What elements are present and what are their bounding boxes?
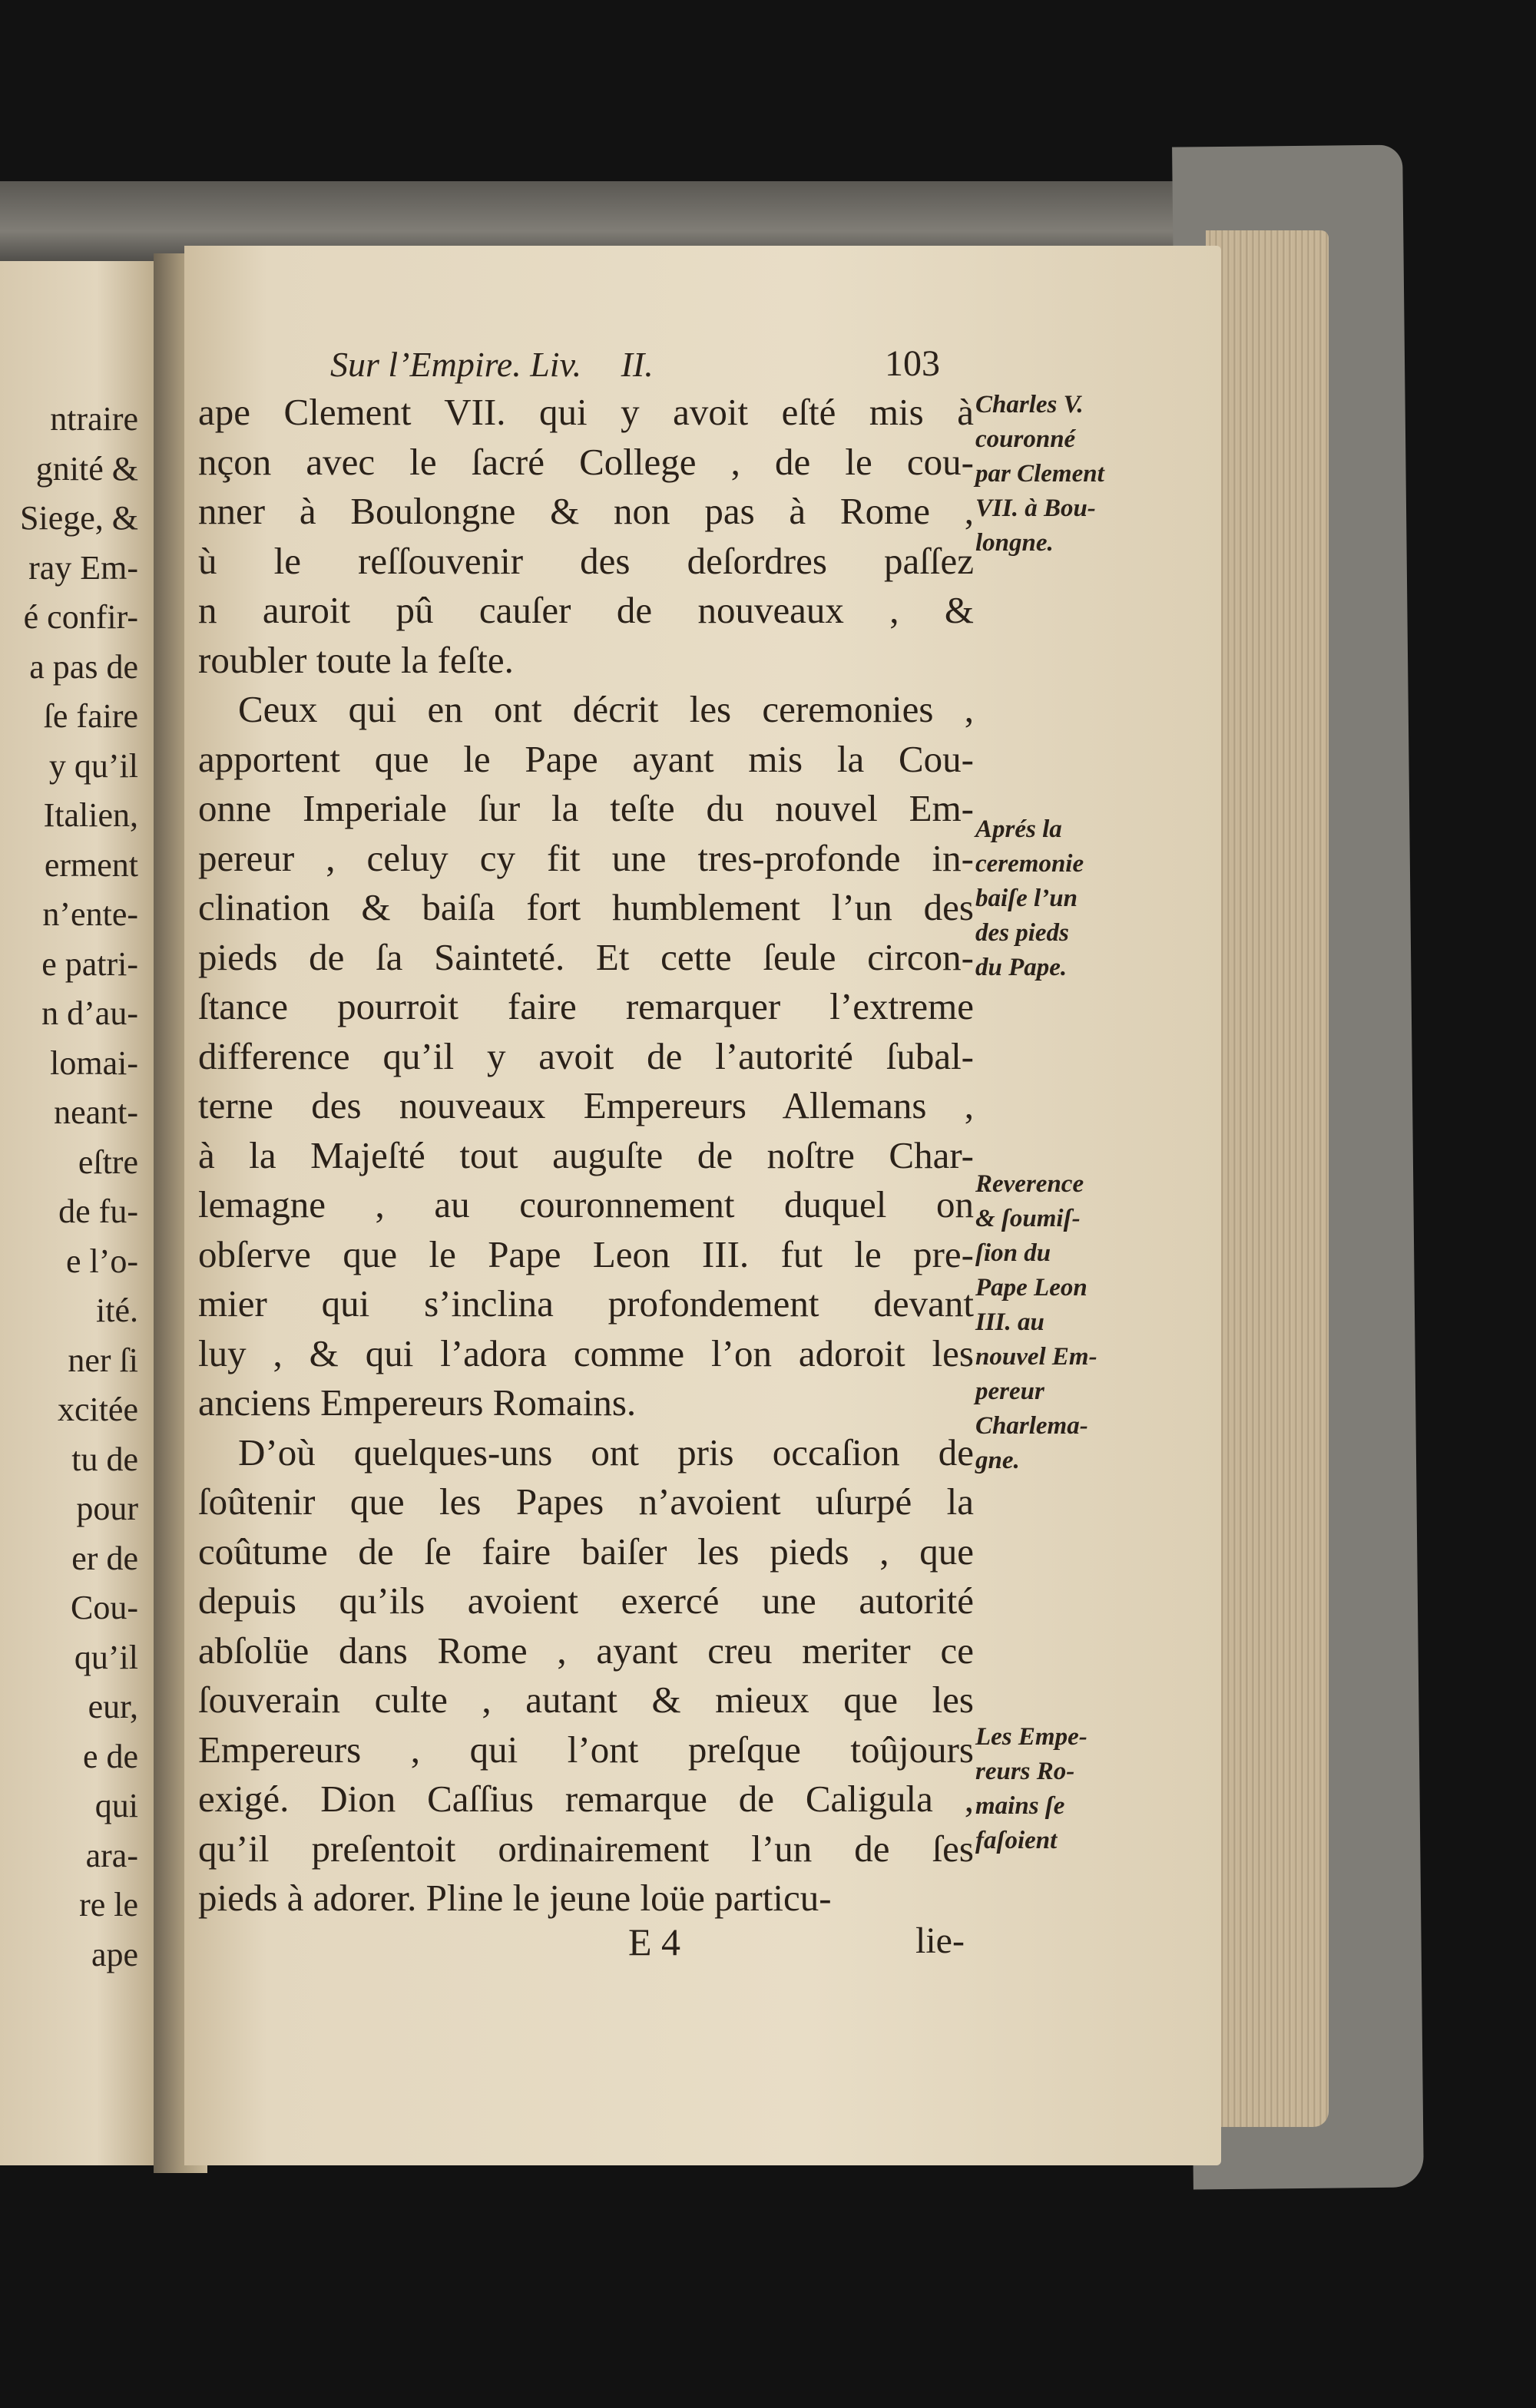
margin-note-line: mains ſe — [975, 1792, 1065, 1820]
margin-note-line: Charles V. — [975, 391, 1084, 418]
left-page-fragment: ité. — [96, 1292, 138, 1329]
left-page-fragment: ſe faire — [43, 697, 138, 735]
margin-note-line: Charlema- — [975, 1412, 1088, 1440]
left-page-fragment: Siege, & — [20, 499, 138, 537]
margin-note-1 — [975, 388, 1160, 561]
signature-mark: E 4 — [628, 1920, 681, 1963]
margin-note-line: couronné — [975, 425, 1076, 453]
text-line: ſtance pourroit faire remarquer l’extreme — [198, 985, 974, 1027]
margin-note-line: faſoient — [975, 1827, 1058, 1854]
text-line: qu’il preſentoit ordinairement l’un de ſes — [198, 1827, 974, 1870]
left-page-fragment: tu de — [71, 1440, 138, 1478]
text-line: nçon avec le ſacré College , de le cou- — [198, 440, 974, 483]
margin-note-line: du Pape. — [975, 954, 1068, 981]
text-line: abſolüe dans Rome , ayant creu meriter ce — [198, 1629, 974, 1672]
left-page-fragment: n’ente- — [42, 895, 138, 933]
margin-note-line: Les Empe- — [975, 1723, 1087, 1751]
running-head-title: Sur l’Empire. Liv. — [330, 345, 582, 384]
margin-note-line: pereur — [975, 1378, 1044, 1405]
text-line: apportent que le Pape ayant mis la Cou- — [198, 737, 974, 780]
text-line: depuis qu’ils avoient exercé une autorité — [198, 1579, 974, 1622]
left-page-fragment: xcitée — [57, 1391, 138, 1428]
margin-note-line: VII. à Bou- — [975, 495, 1096, 522]
left-page-fragment: e l’o- — [65, 1242, 138, 1280]
text-line: obſerve que le Pape Leon III. fut le pre- — [198, 1232, 974, 1275]
margin-note-line: longne. — [975, 529, 1054, 557]
text-line: n auroit pû cauſer de nouveaux , & — [198, 589, 974, 631]
left-page-fragment: er de — [71, 1539, 138, 1577]
left-page-fragment: é confir- — [23, 598, 138, 636]
running-head-chapter: II. — [621, 345, 654, 384]
text-line: ſoûtenir que les Papes n’avoient uſurpé la — [198, 1480, 974, 1523]
page-block-edge — [1206, 230, 1329, 2127]
text-line: luy , & qui l’adora comme l’on adoroit les — [198, 1331, 974, 1374]
left-page-fragment: lomai- — [50, 1044, 138, 1082]
left-page-fragment: Italien, — [43, 796, 138, 834]
margin-note-4 — [975, 1720, 1160, 1858]
left-page-fragment: Cou- — [71, 1589, 138, 1626]
catchword: lie- — [915, 1920, 965, 1961]
text-line: ape Clement VII. qui y avoit eſté mis à — [198, 391, 974, 433]
margin-note-line: reurs Ro- — [975, 1758, 1075, 1785]
text-line: exigé. Dion Caſſius remarque de Caligula , — [198, 1778, 974, 1820]
left-page-fragment: qui — [94, 1787, 138, 1824]
text-line: pereur , celuy cy fit une tres-profonde in- — [198, 836, 974, 879]
margin-note-line: Pape Leon — [975, 1274, 1087, 1302]
text-line: pieds à adorer. Pline le jeune loüe particu- — [198, 1877, 832, 1919]
margin-note-line: baiſe l’un — [975, 885, 1078, 912]
text-line: anciens Empereurs Romains. — [198, 1381, 637, 1424]
left-page-fragment: n d’au- — [41, 994, 138, 1032]
left-page-fragment: ape — [91, 1935, 138, 1973]
margin-note-line: par Clement — [975, 460, 1104, 488]
left-page — [0, 261, 161, 2165]
text-line: Ceux qui en ont décrit les ceremonies , — [238, 688, 974, 730]
left-page-fragment: y qu’il — [48, 746, 138, 785]
text-line: coûtume de ſe faire baiſer les pieds , que — [198, 1530, 974, 1573]
left-page-fragment: de fu- — [58, 1192, 138, 1230]
margin-note-line: des pieds — [975, 919, 1069, 947]
margin-note-line: & ſoumiſ- — [975, 1205, 1081, 1232]
left-page-fragment: erment — [44, 845, 138, 884]
text-line: roubler toute la feſte. — [198, 638, 514, 681]
left-page-fragment: e de — [82, 1737, 138, 1775]
margin-note-line: III. au — [975, 1308, 1044, 1336]
left-page-fragment: e patri- — [41, 944, 138, 983]
left-page-fragment: ntraire — [50, 400, 138, 438]
text-line: lemagne , au couronnement duquel on — [198, 1183, 974, 1226]
left-page-fragment: eſtre — [78, 1143, 138, 1181]
left-page-fragment: ara- — [85, 1836, 138, 1874]
margin-note-line: Reverence — [975, 1170, 1084, 1198]
body-text — [198, 388, 974, 1923]
text-line: pieds de ſa Sainteté. Et cette ſeule circon- — [198, 935, 974, 978]
margin-note-line: ceremonie — [975, 850, 1084, 878]
margin-note-line: nouvel Em- — [975, 1343, 1097, 1371]
margin-note-line: Aprés la — [975, 815, 1062, 843]
margin-note-line: gne. — [975, 1447, 1020, 1474]
text-line: mier qui s’inclina profondement devant — [198, 1282, 974, 1325]
margin-note-line: ſion du — [975, 1239, 1051, 1267]
text-line: difference qu’il y avoit de l’autorité ſubal- — [198, 1034, 974, 1077]
text-line: D’où quelques-uns ont pris occaſion de — [238, 1431, 974, 1474]
running-head — [330, 344, 654, 385]
left-page-fragment: ner ſi — [68, 1341, 138, 1379]
left-page-fragment: re le — [79, 1886, 138, 1923]
left-page-fragment: ray Em- — [28, 548, 138, 587]
margin-note-3 — [975, 1167, 1160, 1478]
text-line: ù le reſſouvenir des deſordres paſſez — [198, 539, 974, 582]
page-number: 103 — [885, 343, 940, 384]
text-line: terne des nouveaux Empereurs Allemans , — [198, 1084, 974, 1126]
left-page-fragment: eur, — [88, 1688, 138, 1725]
text-line: Empereurs , qui l’ont preſque toûjours — [198, 1728, 974, 1771]
text-line: ſouverain culte , autant & mieux que les — [198, 1679, 974, 1721]
left-page-fragment: pour — [76, 1490, 138, 1527]
text-line: clination & baiſa fort humblement l’un des — [198, 886, 974, 928]
text-line: onne Imperiale ſur la teſte du nouvel Em- — [198, 787, 974, 829]
left-page-fragment: gnité & — [35, 449, 138, 488]
left-page-fragment: neant- — [54, 1093, 138, 1131]
left-page-fragment: a pas de — [29, 647, 138, 686]
left-page-fragment: qu’il — [74, 1638, 138, 1676]
text-line: nner à Boulongne & non pas à Rome , — [198, 490, 974, 532]
margin-note-2 — [975, 812, 1160, 985]
text-line: à la Majeſté tout auguſte de noſtre Char- — [198, 1133, 974, 1176]
